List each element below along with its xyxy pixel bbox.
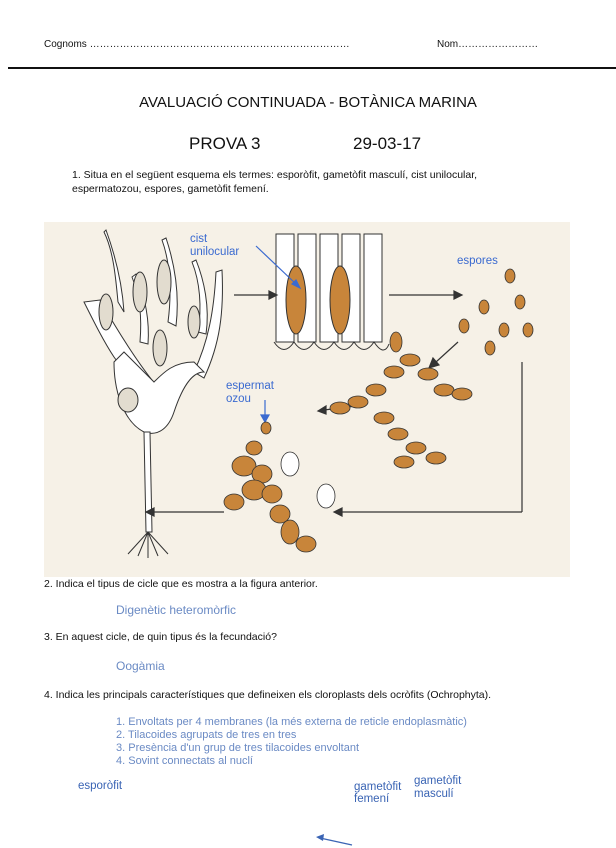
label-gametofit-masculi-1: gametòfit bbox=[414, 775, 462, 787]
exam-date: 29-03-17 bbox=[353, 134, 422, 153]
question-4: 4. Indica les principals característiques que defineixen els cloroplasts dels ocròfits (Ochrophyta). bbox=[44, 689, 492, 701]
prova-number: PROVA 3 bbox=[189, 134, 261, 153]
life-cycle-figure bbox=[44, 222, 570, 577]
answer-3: Oogàmia bbox=[116, 659, 165, 673]
header-rule bbox=[8, 67, 616, 69]
female-gametophyte-drawing bbox=[224, 441, 335, 552]
label-cist: cist bbox=[190, 233, 208, 245]
nom-field: Nom…………………… bbox=[437, 39, 539, 50]
page-title: AVALUACIÓ CONTINUADA - BOTÀNICA MARINA bbox=[139, 94, 477, 111]
answer-4-item: 3. Presència d'un grup de tres tilacoides envoltant bbox=[116, 742, 360, 754]
drag-arrow-icon bbox=[312, 832, 356, 848]
label-esporofit: esporòfit bbox=[78, 780, 123, 792]
answer-4-item: 2. Tilacoides agrupats de tres en tres bbox=[116, 729, 297, 741]
sperm-drawing bbox=[261, 422, 271, 434]
unilocular-cyst-drawing bbox=[274, 234, 389, 350]
question-2: 2. Indica el tipus de cicle que es mostra a la figura anterior. bbox=[44, 578, 318, 590]
cognoms-field: Cognoms …………………………………………………………………… bbox=[44, 39, 350, 50]
male-gametophyte-drawing bbox=[330, 332, 472, 468]
life-cycle-drawing bbox=[44, 222, 570, 577]
answer-4-item: 4. Sovint connectats al nuclí bbox=[116, 755, 253, 767]
spores-drawing bbox=[459, 269, 533, 355]
question-1-line-2: espermatozou, espores, gametòfit femení. bbox=[72, 183, 269, 195]
label-gametofit-masculi-2: masculí bbox=[414, 788, 454, 800]
answer-2: Digenètic heteromòrfic bbox=[116, 603, 237, 617]
label-ozou: ozou bbox=[226, 393, 251, 405]
label-unilocular: unilocular bbox=[190, 246, 240, 258]
question-1-line-1: 1. Situa en el següent esquema els termes: esporòfit, gametòfit masculí, cist unilocular, bbox=[72, 169, 478, 181]
question-3: 3. En aquest cicle, de quin tipus és la fecundació? bbox=[44, 631, 277, 643]
label-gametofit-femeni-1: gametòfit bbox=[354, 781, 402, 793]
answer-4-item: 1. Envoltats per 4 membranes (la més externa de reticle endoplasmàtic) bbox=[116, 716, 467, 728]
label-gametofit-femeni-2: femení bbox=[354, 793, 390, 805]
label-espermat: espermat bbox=[226, 380, 274, 392]
label-espores: espores bbox=[457, 255, 498, 267]
